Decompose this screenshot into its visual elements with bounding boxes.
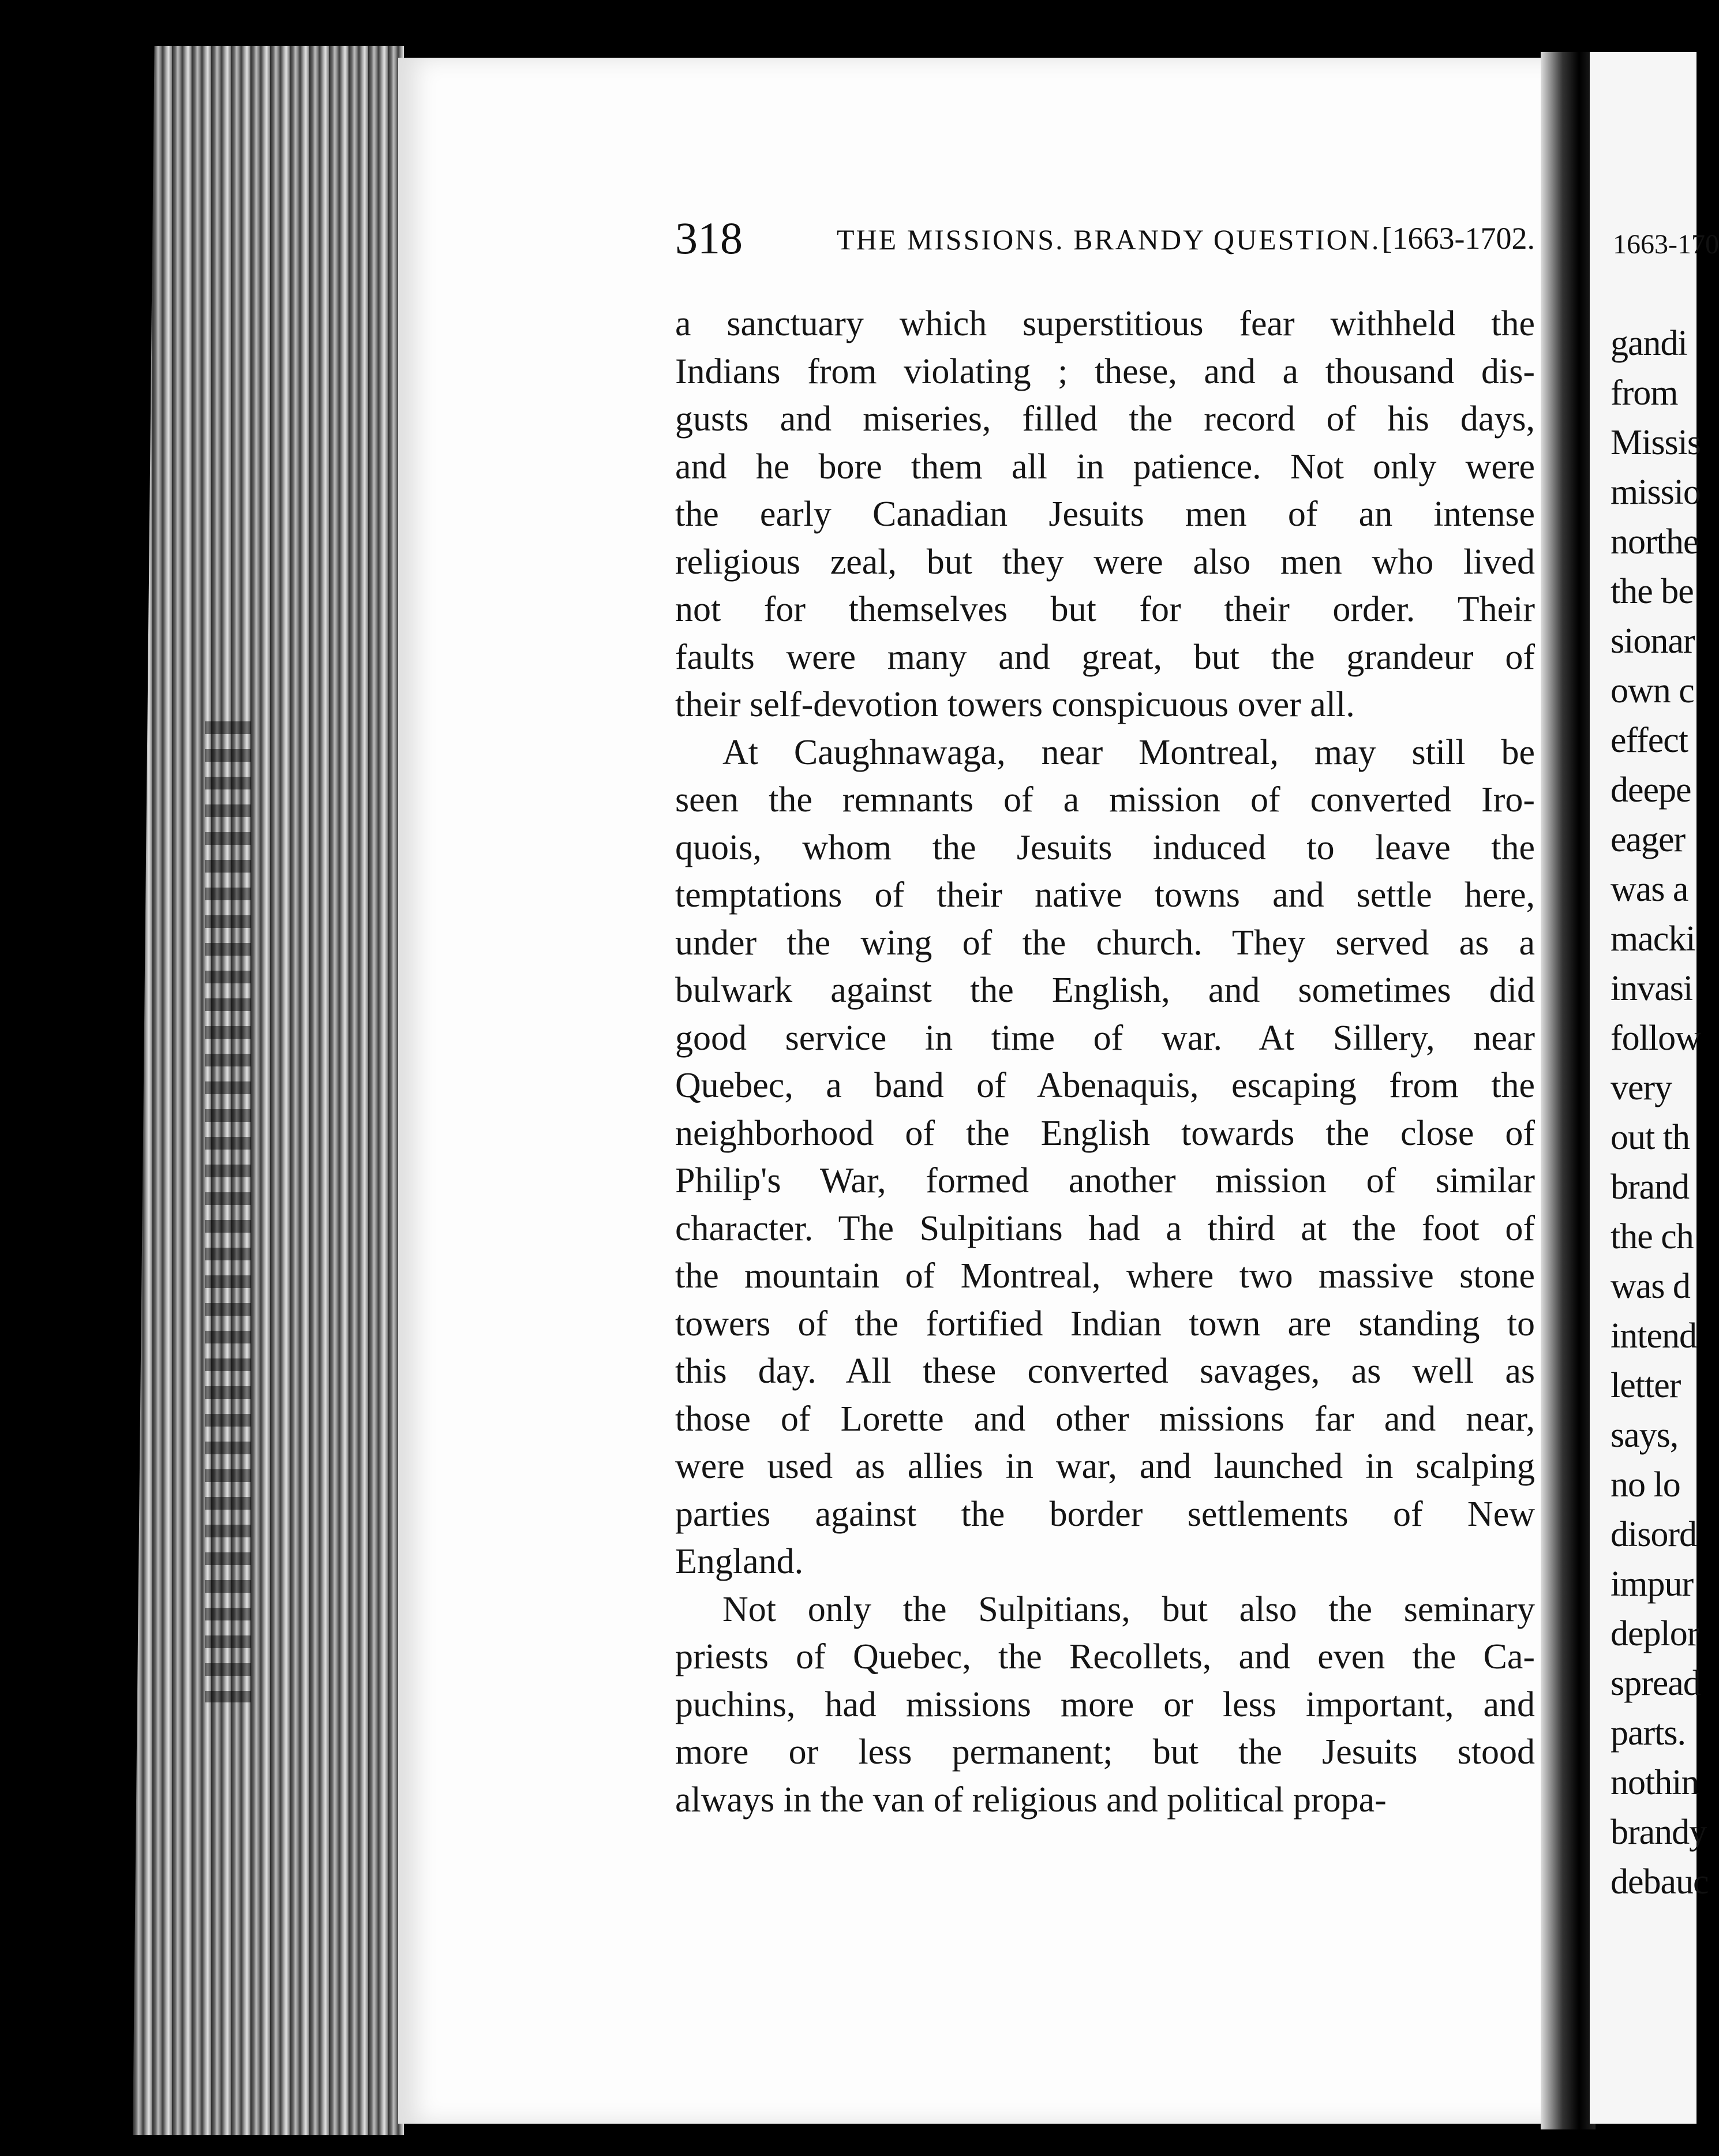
text-line: more or less permanent; but the Jesuits stood xyxy=(675,1732,1535,1772)
body-text xyxy=(675,300,1535,1824)
adjacent-text-fragment: out th xyxy=(1611,1118,1690,1157)
adjacent-text-fragment: the be xyxy=(1611,572,1694,611)
text-line: seen the remnants of a mission of converted Iro- xyxy=(675,780,1535,819)
text-line: Quebec, a band of Abenaquis, escaping from the xyxy=(675,1066,1535,1105)
text-line: temptations of their native towns and settle here, xyxy=(675,875,1535,915)
page-edge-markings xyxy=(205,721,251,1702)
text-line: a sanctuary which superstitious fear withheld the xyxy=(675,304,1535,343)
adjacent-text-fragment: letter xyxy=(1611,1366,1681,1405)
text-line: this day. All these converted savages, as well as xyxy=(675,1352,1535,1391)
adjacent-text-fragment: disord xyxy=(1611,1515,1696,1554)
text-line: were used as allies in war, and launched in scalping xyxy=(675,1447,1535,1486)
page-number: 318 xyxy=(675,213,743,263)
text-line: character. The Sulpitians had a third at the foot of xyxy=(675,1208,1535,1248)
text-line: and he bore them all in patience. Not only were xyxy=(675,447,1535,486)
adjacent-text-fragment: brandy xyxy=(1611,1813,1707,1852)
text-line: their self-devotion towers conspicuous over all. xyxy=(675,685,1355,724)
text-line: under the wing of the church. They served as a xyxy=(675,923,1535,963)
text-line: always in the van of religious and political propa- xyxy=(675,1780,1387,1820)
adjacent-text-fragment: spread xyxy=(1611,1664,1701,1703)
text-line: the early Canadian Jesuits men of an intense xyxy=(675,495,1535,534)
adjacent-text-fragment: nothin xyxy=(1611,1763,1699,1802)
text-line: Philip's War, formed another mission of similar xyxy=(675,1161,1535,1200)
adjacent-text-fragment: eager xyxy=(1611,820,1686,859)
text-line: not for themselves but for their order. Their xyxy=(675,590,1535,629)
running-title: THE MISSIONS. BRANDY QUESTION. xyxy=(837,223,1381,256)
adjacent-text-fragment: from xyxy=(1611,373,1678,413)
adjacent-text-fragment: macki xyxy=(1611,919,1695,959)
adjacent-text-fragment: intend xyxy=(1611,1316,1696,1356)
adjacent-text-fragment: follow xyxy=(1611,1019,1701,1058)
paragraph xyxy=(675,1586,1535,1824)
adjacent-text-fragment: parts. xyxy=(1611,1713,1686,1753)
text-line: England. xyxy=(675,1542,804,1581)
book-gutter xyxy=(1541,52,1596,2129)
adjacent-text-fragment: brand xyxy=(1611,1167,1690,1207)
adjacent-text-fragment: gandi xyxy=(1611,324,1687,363)
text-line: Not only the Sulpitians, but also the seminary xyxy=(722,1589,1535,1629)
adjacent-text-fragment: very xyxy=(1611,1068,1672,1107)
text-line: gusts and miseries, filled the record of his days, xyxy=(675,399,1535,439)
text-line: quois, whom the Jesuits induced to leave the xyxy=(675,828,1535,867)
adjacent-text-fragment: invasi xyxy=(1611,969,1693,1008)
adjacent-text-fragment: debauc xyxy=(1611,1862,1709,1902)
text-line: good service in time of war. At Sillery, near xyxy=(675,1018,1535,1058)
text-line: Indians from violating ; these, and a thousand dis- xyxy=(675,351,1535,391)
text-line: bulwark against the English, and sometimes did xyxy=(675,971,1535,1010)
adjacent-text-fragment: says, xyxy=(1611,1416,1679,1455)
text-line: parties against the border settlements of New xyxy=(675,1494,1535,1534)
paragraph xyxy=(675,300,1535,729)
adjacent-text-fragment: was a xyxy=(1611,870,1688,909)
adjacent-text-fragment: missio xyxy=(1611,473,1701,512)
adjacent-text-fragment: Missis xyxy=(1611,423,1701,462)
paragraph xyxy=(675,729,1535,1586)
text-line: those of Lorette and other missions far and near, xyxy=(675,1399,1535,1439)
text-line: priests of Quebec, the Recollets, and even the Ca- xyxy=(675,1637,1535,1676)
text-line: At Caughnawaga, near Montreal, may still be xyxy=(722,732,1535,772)
adjacent-text-fragment: sionar xyxy=(1611,622,1695,661)
adjacent-page xyxy=(1590,52,1719,2124)
running-head xyxy=(675,212,1535,264)
adjacent-text-fragment: deplor xyxy=(1611,1614,1699,1653)
adjacent-text-fragment: no lo xyxy=(1611,1465,1680,1504)
adjacent-text-fragment: was d xyxy=(1611,1267,1690,1306)
adjacent-text-fragment: impur xyxy=(1611,1564,1694,1604)
adjacent-text-fragment: effect xyxy=(1611,721,1688,760)
text-line: the mountain of Montreal, where two massive stone xyxy=(675,1256,1535,1296)
adjacent-text-fragment: deepe xyxy=(1611,770,1691,810)
text-line: neighborhood of the English towards the close of xyxy=(675,1113,1535,1153)
text-line: faults were many and great, but the grandeur of xyxy=(675,637,1535,677)
adjacent-text-fragment: own c xyxy=(1611,671,1694,710)
adjacent-running-head: 1663-170 xyxy=(1613,229,1719,260)
date-range: [1663-1702. xyxy=(1381,221,1535,256)
page-edge-stack xyxy=(133,46,404,2135)
text-line: puchins, had missions more or less important, and xyxy=(675,1685,1535,1724)
adjacent-text-fragment: the ch xyxy=(1611,1217,1694,1256)
adjacent-text-fragment: northe xyxy=(1611,522,1699,562)
text-line: religious zeal, but they were also men who lived xyxy=(675,542,1535,582)
text-line: towers of the fortified Indian town are standing to xyxy=(675,1304,1535,1343)
